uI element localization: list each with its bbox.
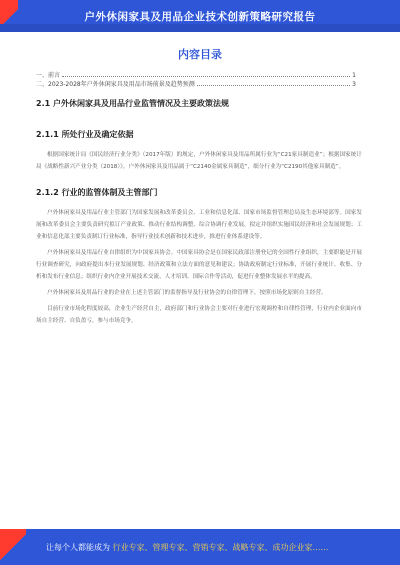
report-body <box>36 98 362 331</box>
report-title: 户外休闲家具及用品企业技术创新策略研究报告 <box>84 11 316 23</box>
toc-leader-dots <box>197 85 350 86</box>
section-heading-2-1: 2.1 户外休闲家具及用品行业监管情况及主要政策法规 <box>36 99 229 108</box>
page-footer <box>0 529 400 565</box>
section-heading-2-1-1: 2.1.1 所处行业及确定依据 <box>36 130 134 139</box>
section-heading-2-1-2: 2.1.2 行业的监管体制及主管部门 <box>36 188 158 197</box>
toc-item-label: 二、2023-2028年户外休闲家具及用品市场前景及趋势预测 <box>36 81 195 88</box>
body-paragraph: 户外休闲家具及用品行业的企业在上述主管部门的监督指导及行业协会的自律管理下，按照市场化原则自主经营。 <box>47 290 327 296</box>
toc-item-page: 3 <box>352 81 356 88</box>
toc-title: 内容目录 <box>178 48 222 61</box>
footer-slogan-prefix: 让每个人都能成为 <box>46 543 110 552</box>
toc-item-label: 一、前言 <box>36 72 61 79</box>
body-paragraph: 目前行业市场化程度较高，企业生产经营自主，政府部门和行业协会主要对行业进行宏观调控和自律性管理，行业内企业面向市场自主经营、自负盈亏，参与市场竞争。 <box>36 306 362 324</box>
body-paragraph: 户外休闲家具及用品行业自律组织为中国家具协会。中国家具协会是在国家民政部注册登记的全国性行业组织，主要职能是开展行业调查研究，向政府提出本行业发展规划、经济政策和立法方面的意见和建议；协助政府制定行业标准，开展行业统计、收集、分析和发布行业信息；组织行业内企业开展技术交流、人才培训、国际合作等活动，促进行业整体发展水平的提高。 <box>36 250 362 280</box>
table-of-contents <box>36 70 356 88</box>
footer-slogan <box>46 542 329 553</box>
footer-red-corner-decoration <box>0 529 26 565</box>
toc-item-preface[interactable] <box>36 70 356 79</box>
toc-leader-dots <box>62 76 350 77</box>
body-paragraph: 户外休闲家具及用品行业主管部门为国家发展和改革委员会、工业和信息化部、国家市场监督管理总局及生态环境部等。国家发展和改革委员会主要负责研究拟订产业政策、推动行业结构调整、综合协调行业发展，拟定并组织实施国民经济和社会发展规划；工业和信息化部主要负责制订行业标准，指导行业技术创新和技术进步，推进行业体系建设等。 <box>36 210 362 240</box>
page-header <box>0 0 400 32</box>
header-ribbon-decoration <box>0 24 400 32</box>
footer-slogan-roles: 行业专家、管理专家、营销专家、战略专家、成功企业家…… <box>112 543 329 552</box>
toc-item-page: 1 <box>352 72 356 79</box>
body-paragraph: 根据国家统计局《国民经济行业分类》（2017年版）的规定，户外休闲家具及用品所属行业为“C21家具制造业”；根据国家统计局《战略性新兴产业分类（2018）》，户外休闲家具及用品属于“C2140金属家具制造”，细分行业为“C2190其他家具制造”。 <box>36 152 362 170</box>
toc-item-market-outlook[interactable] <box>36 79 356 88</box>
